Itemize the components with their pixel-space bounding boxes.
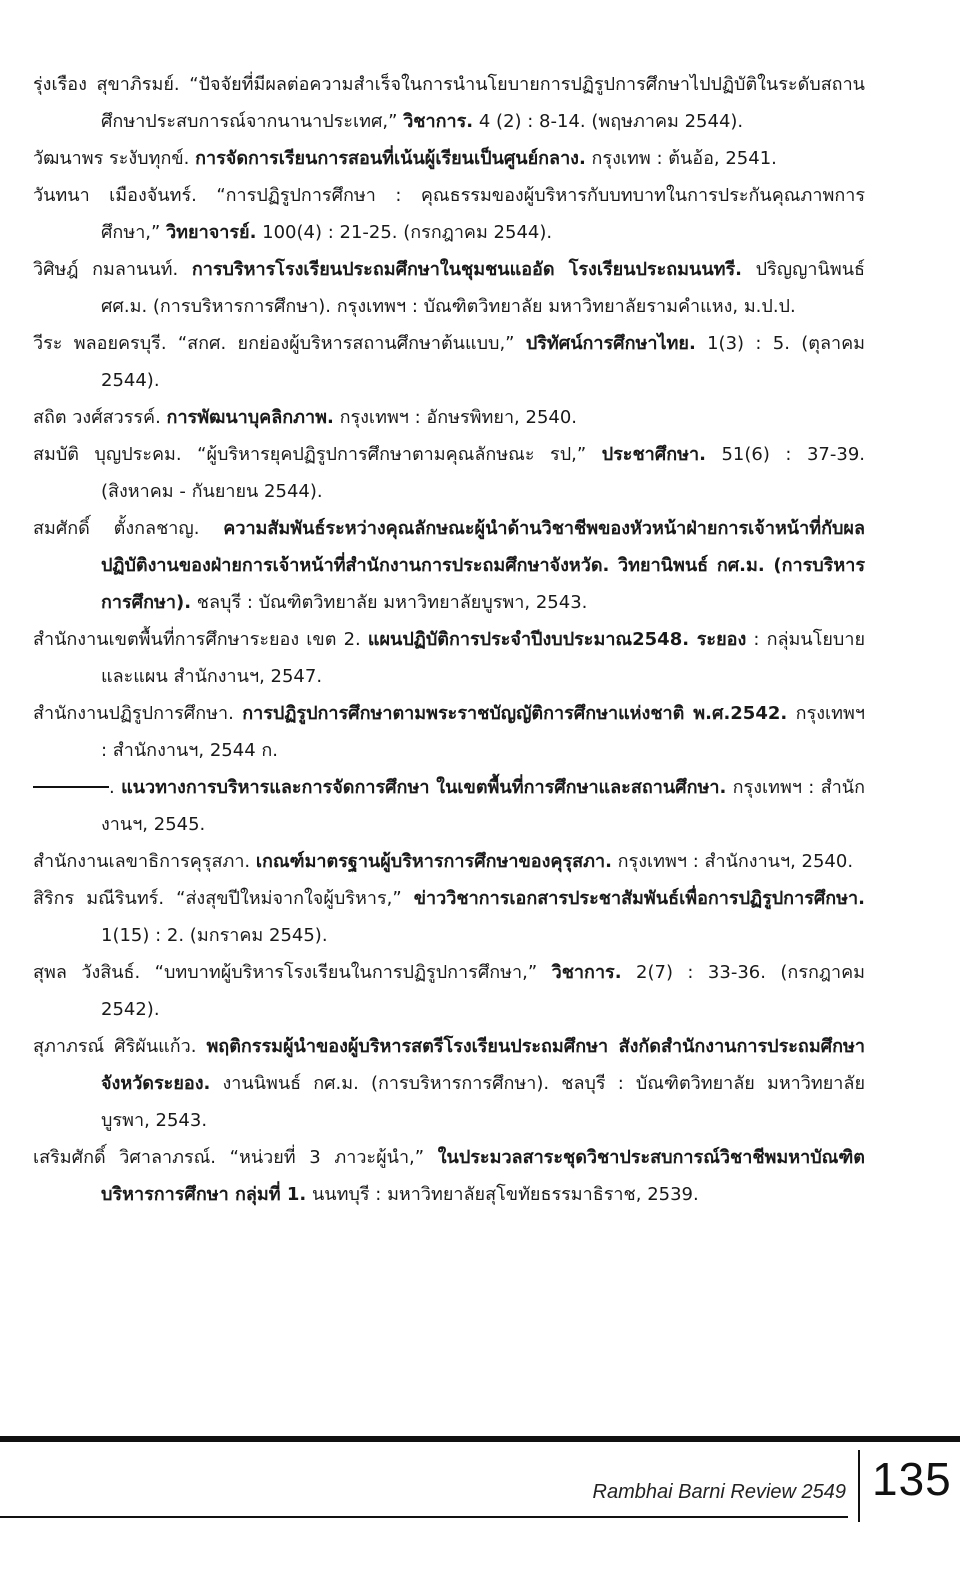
page-number: 135 [872,1453,952,1505]
reference-entry [33,399,865,436]
ref-details: งานนิพนธ์ กศ.ม. (การบริหารการศึกษา). ชลบุรี : บัณฑิตวิทยาลัย มหาวิทยาลัยบูรพา, 2543. [101,1073,865,1131]
ref-source: การจัดการเรียนการสอนที่เน้นผู้เรียนเป็นศูนย์กลาง. [195,148,586,169]
ref-text: วีระ พลอยครบุรี. “สกศ. ยกย่องผู้บริหารสถานศึกษาต้นแบบ,” [33,333,526,354]
footer-divider [858,1450,860,1522]
ref-source: การปฏิรูปการศึกษาตามพระราชบัญญัติการศึกษาแห่งชาติ พ.ศ.2542. [242,703,788,724]
ref-source: การพัฒนาบุคลิกภาพ. [166,407,334,428]
ref-source: วิชาการ. [551,962,622,983]
ref-details: กรุงเทพฯ : สำนักงานฯ, 2545. [101,777,866,835]
reference-entry [33,880,865,954]
ref-text: วันทนา เมืองจันทร์. “การปฏิรูปการศึกษา : คุณธรรมของผู้บริหารกับบทบาทในการประกันคุณภาพการศึกษา,” [33,185,865,243]
ref-text: สมศักดิ์ ตั้งกลชาญ. [33,518,224,539]
ref-details: 100(4) : 21-25. (กรกฎาคม 2544). [256,222,553,243]
reference-entry [33,621,865,695]
ref-source: ความสัมพันธ์ระหว่างคุณลักษณะผู้นำด้านวิชาชีพของหัวหน้าฝ่ายการเจ้าหน้าที่กับผลปฏิบัติงานของฝ่ายการเจ้าหน้าที่สำนักงานการประถมศึกษาจังหวัด. วิทยานิพนธ์ กศ.ม. (การบริหารการศึกษา). [101,518,865,613]
ref-text: เสริมศักดิ์ วิศาลาภรณ์. “หน่วยที่ 3 ภาวะผู้นำ,” [33,1147,438,1168]
reference-entry [33,325,865,399]
reference-entry [33,140,865,177]
ref-text: สมบัติ บุญประคม. “ผู้บริหารยุคปฏิรูปการศึกษาตามคุณลักษณะ รป,” [33,444,602,465]
ref-details: 4 (2) : 8-14. (พฤษภาคม 2544). [473,111,744,132]
ref-details: กรุงเทพฯ : สำนักงานฯ, 2544 ก. [101,703,865,761]
footer-rule-thin [0,1516,848,1518]
ref-source: ประชาศึกษา. [601,444,706,465]
reference-entry [33,436,865,510]
ref-details: 1(15) : 2. (มกราคม 2545). [101,925,328,946]
ref-text: . [109,777,122,798]
ref-text: สำนักงานเขตพื้นที่การศึกษาระยอง เขต 2. [33,629,368,650]
ref-text: สิริกร มณีรินทร์. “ส่งสุขปีใหม่จากใจผู้บริหาร,” [33,888,414,909]
ref-details: กรุงเทพฯ : อักษรพิทยา, 2540. [333,407,578,428]
ref-source: แนวทางการบริหารและการจัดการศึกษา ในเขตพื้นที่การศึกษาและสถานศึกษา. [121,777,727,798]
ref-text: สถิต วงศ์สวรรค์. [33,407,167,428]
reference-entry [33,954,865,1028]
reference-list [33,66,865,1213]
ref-details: นนทบุรี : มหาวิทยาลัยสุโขทัยธรรมาธิราช, 2539. [306,1184,699,1205]
ref-source: การบริหารโรงเรียนประถมศึกษาในชุมชนแออัด โรงเรียนประถมนนทรี. [191,259,743,280]
journal-name: Rambhai Barni Review 2549 [592,1481,846,1503]
ref-details: กรุงเทพฯ : สำนักงานฯ, 2540. [611,851,854,872]
repeated-author-dash [33,786,109,788]
ref-source: เกณฑ์มาตรฐานผู้บริหารการศึกษาของคุรุสภา. [255,851,612,872]
reference-entry [33,251,865,325]
reference-entry [33,695,865,769]
ref-source: ข่าววิชาการเอกสารประชาสัมพันธ์เพื่อการปฏิรูปการศึกษา. [413,888,865,909]
ref-source: พฤติกรรมผู้นำของผู้บริหารสตรีโรงเรียนประถมศึกษา สังกัดสำนักงานการประถมศึกษาจังหวัดระยอง. [101,1036,865,1094]
ref-source: วิทยาจารย์. [166,222,257,243]
ref-text: รุ่งเรือง สุขาภิรมย์. “ปัจจัยที่มีผลต่อความสำเร็จในการนำนโยบายการปฏิรูปการศึกษาไปปฏิบัติในระดับสถานศึกษาประสบการณ์จากนานาประเทศ,” [33,74,865,132]
ref-text: วัฒนาพร ระงับทุกข์. [33,148,196,169]
ref-details: กรุงเทพ : ต้นอ้อ, 2541. [585,148,777,169]
ref-source: แผนปฏิบัติการประจำปีงบประมาณ2548. ระยอง [367,629,747,650]
ref-details: : กลุ่มนโยบายและแผน สำนักงานฯ, 2547. [101,629,865,687]
ref-source: วิชาการ. [403,111,474,132]
reference-entry [33,843,865,880]
ref-text: สุภาภรณ์ ศิริผันแก้ว. [33,1036,207,1057]
ref-text: วิศิษฎ์ กมลานนท์. [33,259,192,280]
reference-entry [33,510,865,621]
reference-entry [33,66,865,140]
ref-source: ปริทัศน์การศึกษาไทย. [525,333,696,354]
reference-entry [33,1028,865,1139]
ref-details: 2(7) : 33-36. (กรกฎาคม 2542). [101,962,865,1020]
ref-source: ในประมวลสาระชุดวิชาประสบการณ์วิชาชีพมหาบัณฑิตบริหารการศึกษา กลุ่มที่ 1. [101,1147,865,1205]
reference-entry [33,1139,865,1213]
ref-details: ชลบุรี : บัณฑิตวิทยาลัย มหาวิทยาลัยบูรพา, 2543. [191,592,588,613]
reference-entry [33,769,865,843]
footer-rule-thick [0,1436,960,1442]
reference-entry [33,177,865,251]
ref-details: ปริญญานิพนธ์ ศศ.ม. (การบริหารการศึกษา). กรุงเทพฯ : บัณฑิตวิทยาลัย มหาวิทยาลัยรามคำแหง, ม.ป.ป. [101,259,865,317]
ref-details: 1(3) : 5. (ตุลาคม 2544). [101,333,865,391]
ref-text: สำนักงานเลขาธิการคุรุสภา. [33,851,256,872]
ref-details: 51(6) : 37-39. (สิงหาคม - กันยายน 2544). [101,444,866,502]
ref-text: สำนักงานปฏิรูปการศึกษา. [33,703,243,724]
ref-text: สุพล วังสินธ์. “บทบาทผู้บริหารโรงเรียนในการปฏิรูปการศึกษา,” [33,962,552,983]
